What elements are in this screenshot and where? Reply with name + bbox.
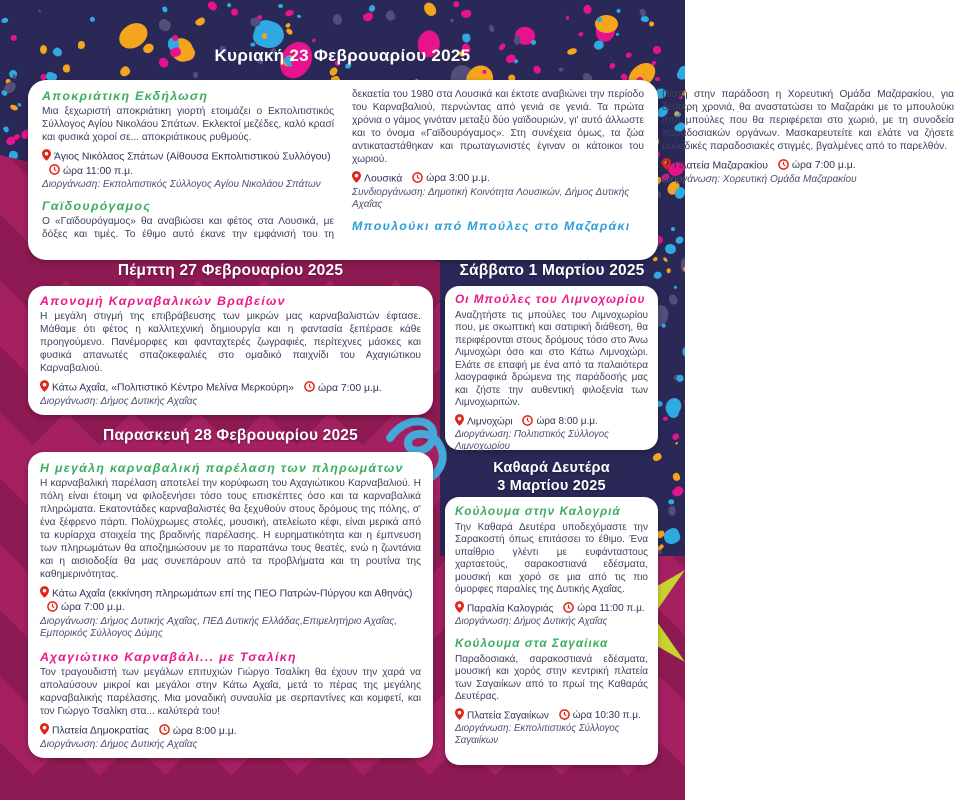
confetti-dot xyxy=(451,0,460,9)
pin-icon xyxy=(352,171,361,183)
confetti-dot xyxy=(157,18,173,34)
pin-icon xyxy=(42,149,51,161)
clock-icon xyxy=(563,602,574,613)
event-aponomi-vraveion xyxy=(40,294,421,409)
location-line xyxy=(40,380,421,395)
location-text: Πλατεία Δημοκρατίας xyxy=(52,725,149,737)
confetti-dot xyxy=(362,11,375,23)
time-text: ώρα 10:30 π.μ. xyxy=(572,710,641,722)
organizer-text: Διοργάνωση: Χορευτική Ομάδα Μαζαρακίου xyxy=(662,173,857,185)
location-line xyxy=(40,723,421,738)
time-wrap xyxy=(563,603,644,614)
confetti-dot xyxy=(227,2,232,7)
pin-icon xyxy=(455,601,464,613)
event-apokriatiki-ekdilosi xyxy=(42,89,334,192)
time-wrap xyxy=(412,173,490,184)
confetti-dot xyxy=(676,374,684,383)
time-text: ώρα 11:00 π.μ. xyxy=(577,603,645,615)
organizer-text: Διοργάνωση: Δήμος Δυτικής Αχαΐας xyxy=(40,396,198,408)
event-card-sunday xyxy=(28,80,954,260)
event-title: Μπουλούκι από Μπούλες στο Μαζαράκι xyxy=(352,218,631,233)
confetti-dot xyxy=(461,9,473,19)
event-description: Ο «Γαϊδουρόγαμος» θα αναβιώσει και φέτος στα Λουσικά, με δόξες και τιμές. Το έθιμο αυτό έκανε την εμφάνισή του τη δεκαετία του 1980 στα Λουσικά και έκτοτε αναβιώνει την περίοδο του Καρναβαλιού, περνώντας από γενιά σε γενιά. Τα πρώτα χρόνια ο γάμος γινόταν μεταξύ δύο γαϊδουριών, γι' αυτό άλλωστε και το όνομα «Γαϊδουρόγαμος». Στη συνέχεια όμως, τα ζώα αντικαταστάθηκαν και πρωταγωνιστές έγιναν οι κάτοικοι του χωριού. xyxy=(42,89,644,240)
location-line xyxy=(352,171,644,186)
confetti-dot xyxy=(671,488,682,497)
confetti-dot xyxy=(311,38,316,43)
pin-icon xyxy=(455,414,464,426)
confetti-dot xyxy=(675,64,690,81)
confetti-dot xyxy=(487,25,495,34)
event-title: Κούλουμα στα Σαγαίικα xyxy=(455,636,609,651)
confetti-dot xyxy=(385,9,397,22)
location-text: Πλατεία Σαγαιίκων xyxy=(467,710,549,722)
confetti-dot xyxy=(2,126,10,134)
event-title: Αχαγιώτικο Καρναβάλι... με Τσαλίκη xyxy=(40,649,297,664)
time-wrap xyxy=(47,602,125,613)
confetti-dot xyxy=(662,526,682,546)
time-text: ώρα 7:00 μ.μ. xyxy=(317,382,382,394)
confetti-dot xyxy=(615,33,619,37)
clock-icon xyxy=(304,381,315,392)
confetti-dot xyxy=(450,18,454,23)
confetti-dot xyxy=(668,406,679,417)
event-card-friday xyxy=(28,452,433,758)
event-title: Γαϊδουρόγαμος xyxy=(42,198,152,213)
confetti-dot xyxy=(9,150,19,160)
confetti-dot xyxy=(285,8,295,17)
confetti-dot xyxy=(583,4,593,15)
event-description: Μια ξεχωριστή αποκριάτικη γιορτή ετοιμάζει ο Εκπολιτιστικός Σύλλογος Αγίου Νικολάου Σπάτων. Εκλεκτοί μεζέδες, καλό κρασί και φυσικά χοροί σε... αποκριάτικους ρυθμούς. xyxy=(42,106,334,144)
confetti-dot xyxy=(1,17,9,24)
organizer-text: Διοργάνωση: Δήμος Δυτικής Αχαΐας xyxy=(40,739,198,751)
confetti-dot xyxy=(15,134,20,140)
confetti-dot xyxy=(205,0,218,13)
date-header-friday: Παρασκευή 28 Φεβρουαρίου 2025 xyxy=(103,427,358,444)
location-line xyxy=(40,586,421,615)
event-megali-parelasi xyxy=(40,461,421,641)
time-text: ώρα 8:00 μ.μ. xyxy=(172,725,237,737)
time-text: ώρα 3:00 μ.μ. xyxy=(426,173,490,185)
confetti-dot xyxy=(10,34,18,42)
confetti-dot xyxy=(286,27,294,35)
confetti-dot xyxy=(654,77,659,82)
confetti-dot xyxy=(578,31,584,37)
pin-icon xyxy=(40,723,49,735)
pin-icon xyxy=(40,586,49,598)
confetti-dot xyxy=(37,10,41,14)
event-description: Τον τραγουδιστή των μεγάλων επιτυχιών Γιώργο Τσαλίκη θα έχουν την χαρά να απολαύσουν μικροί και μεγάλοι στην Κάτω Αχαΐα, μετά το πέρας της μεγάλης καρναβαλικής παρέλασης. Μια μοναδική συναυλία με σερπαντίνες και κομφετί, και τον Γιώργο Τσαλίκη στα... καλύτερά του! xyxy=(40,667,421,718)
event-title: Η μεγάλη καρναβαλική παρέλαση των πληρωμάτων xyxy=(40,461,404,475)
event-description: Την Καθαρά Δευτέρα υποδεχόμαστε την Σαρακοστή όπως επιτάσσει το έθιμο. Ένα υπαίθριο γλέντι με ευφάνταστους χαρταετούς, σαρακοστιανά εδέσματα, μουσική και χορό σε μια από τις πιο όμορφες παραλίες της Δυτικής Αχαΐας. xyxy=(455,521,648,596)
organizer-text: Συνδιοργάνωση: Δημοτική Κοινότητα Λουσικών, Δήμος Δυτικής Αχαΐας xyxy=(352,186,630,211)
location-text: Λουσικά xyxy=(364,173,403,185)
confetti-dot xyxy=(161,6,168,14)
confetti-dot xyxy=(664,243,676,254)
location-text: Κάτω Αχαΐα (εκκίνηση πληρωμάτων επί της ΠΕΟ Πατρών-Πύργου και Αθηνάς) xyxy=(52,588,413,600)
confetti-dot xyxy=(684,398,693,406)
confetti-dot xyxy=(531,65,541,75)
location-line xyxy=(42,149,334,178)
clock-icon xyxy=(522,415,533,426)
location-text: Άγιος Νικόλαος Σπάτων (Αίθουσα Εκπολιτιστικού Συλλόγου) xyxy=(54,151,331,163)
confetti-dot xyxy=(89,16,96,23)
clean-monday-line1: Καθαρά Δευτέρα xyxy=(493,460,610,476)
location-line xyxy=(455,414,648,429)
confetti-dot xyxy=(297,14,302,18)
event-title: Απονομή Καρναβαλικών Βραβείων xyxy=(40,294,286,308)
clock-icon xyxy=(49,164,60,175)
clock-icon xyxy=(778,159,789,170)
location-text: Κάτω Αχαΐα, «Πολιτιστικό Κέντρο Μελίνα Μερκούρη» xyxy=(52,382,295,394)
event-description: Η μεγάλη στιγμή της επιβράβευσης των μικρών μας καρναβαλιστών έφτασε. Μάθαμε ότι φέτος η καλλιτεχνική δημιουργία και η φαντασία ξεπέρασε κάθε προηγούμενο. Πανέμορφες και φανταχτερές ζωγραφιές, περίτεχνες μάσκες και φυσικά απανωτές σπαζοκεφαλιές στο ομαδικό παιχνίδι του Αχαγιώτικου Καρναβαλιού. xyxy=(40,311,421,375)
time-text: ώρα 7:00 μ.μ. xyxy=(791,160,856,172)
event-title: Κούλουμα στην Καλογριά xyxy=(455,504,621,518)
time-wrap xyxy=(778,160,856,171)
confetti-dot xyxy=(230,7,239,16)
date-header-thursday: Πέμπτη 27 Φεβρουαρίου 2025 xyxy=(117,262,344,279)
location-text: Λιμνοχώρι xyxy=(467,416,513,428)
event-description: Αναζητήστε τις μπούλες του Λιμνοχωρίου που, με σκωπτική και σατιρική διάθεση, θα περιφέρονται στους δρόμους τόσο στο Άνω Λιμνοχώρι όσο και στο Κάτω Λιμνοχώρι. Ελάτε σε επαφή με ένα από τα παλαιότερα λαογραφικά δρώμενα της παράδοσής μας και ζήστε την αυθεντική φιλοξενία των Λιμνοχωριτών. xyxy=(455,309,648,409)
location-text: Παραλία Καλογριάς xyxy=(467,603,554,615)
event-description: Πιστή στην παράδοση η Χορευτική Ομάδα Μαζαρακίου, για δεύτερη χρονιά, θα αναστατώσει το Μαζαράκι με το μπουλούκι από μπούλες που θα περιφέρεται στο χωριό, με τη συνοδεία παραδοσιακών οργάνων. Μασκαρευτείτε και ελάτε να ζήσετε μοναδικές παραδοσιακές στιγμές, βγαλμένες από το παρελθόν. xyxy=(662,89,954,152)
event-kouloum-sagaiika xyxy=(455,637,648,747)
confetti-dot xyxy=(668,506,676,516)
pin-icon xyxy=(455,708,464,720)
confetti-dot xyxy=(663,417,668,422)
confetti-dot xyxy=(681,345,696,360)
time-wrap xyxy=(559,710,641,721)
clock-icon xyxy=(559,709,570,720)
event-title: Αποκριάτικη Εκδήλωση xyxy=(42,89,209,103)
event-description: Η καρναβαλική παρέλαση αποτελεί την κορύφωση του Αχαγιώτικου Καρναβαλιού. Η πόλη είναι έτοιμη να φιλοξενήσει τόσο τους επισκέπτες όσο και τα καρναβαλικά πληρώματα. Εκατοντάδες καρναβαλιστές θα ξεχυθούν στους δρόμους της πόλης, σ' ένα ξέφρενο πάρτι. Πολύχρωμες στολές, μουσική, ατελείωτο κέφι, είναι μερικά από τα κυρίαρχα στοιχεία της βραδινής παρέλασης. Η ευρηματικότητα και η έμπνευση των πληρωμάτων θα αποζημιώσουν με το παραπάνω τους θεατές, ενώ η ζωντάνια και η αισιοδοξία θα μας συνεπάρουν από τα προβλήματα και τη ρουτίνα της καθημερινότητας. xyxy=(40,478,421,580)
location-line xyxy=(455,601,648,616)
confetti-dot xyxy=(668,499,674,504)
confetti-dot xyxy=(671,432,680,441)
event-description: Παραδοσιακά, σαρακοστιανά εδέσματα, μουσική και χορός στην κεντρική πλατεία των Σαγαιίκων από το πρωί της Καθαράς Δευτέρας. xyxy=(455,653,648,703)
sunday-card-columns xyxy=(42,89,954,251)
organizer-text: Διοργάνωση: Εκπολιτιστικός Σύλλογος Αγίου Νικολάου Σπάτων xyxy=(42,179,321,191)
confetti-dot xyxy=(0,90,7,97)
time-wrap xyxy=(522,416,597,427)
confetti-dot xyxy=(12,74,17,79)
time-wrap xyxy=(304,383,382,394)
time-text: ώρα 8:00 μ.μ. xyxy=(536,416,598,428)
confetti-dot xyxy=(667,294,679,306)
confetti-dot xyxy=(674,285,678,289)
confetti-dot xyxy=(193,72,198,78)
time-wrap xyxy=(159,726,237,737)
pin-icon xyxy=(662,158,671,170)
event-title: Οι Μπούλες του Λιμνοχωρίου xyxy=(455,292,646,306)
date-header-clean-monday xyxy=(445,459,658,495)
confetti-dot xyxy=(617,8,622,13)
event-card-thursday xyxy=(28,286,433,415)
clean-monday-line2: 3 Μαρτίου 2025 xyxy=(497,478,606,495)
clock-icon xyxy=(159,724,170,735)
location-text: Πλατεία Μαζαρακίου xyxy=(674,160,768,172)
clock-icon xyxy=(412,172,423,183)
event-card-saturday xyxy=(445,286,658,453)
event-mpoules-limnochoriou xyxy=(455,293,648,453)
location-line xyxy=(455,708,648,723)
confetti-dot xyxy=(462,33,471,43)
confetti-dot xyxy=(674,235,685,245)
clock-icon xyxy=(47,601,58,612)
confetti-dot xyxy=(661,324,666,329)
organizer-text: Διοργάνωση: Εκπολιτιστικός Σύλλογος Σαγαιίκων xyxy=(455,723,620,747)
confetti-dot xyxy=(675,442,679,446)
location-line xyxy=(662,158,954,173)
organizer-text: Διοργάνωση: Δήμος Δυτικής Αχαΐας xyxy=(455,616,608,628)
event-card-clean-monday xyxy=(445,497,658,765)
confetti-dot xyxy=(250,18,261,27)
confetti-dot xyxy=(195,17,207,28)
confetti-dot xyxy=(671,472,681,482)
organizer-text: Διοργάνωση: Δήμος Δυτικής Αχαΐας, ΠΕΔ Δυτικής Ελλάδας,Επιμελητήριο Αχαΐας, Εμπορικός Σύλλογος Δύμης xyxy=(40,615,398,640)
date-header-sunday: Κυριακή 23 Φεβρουαρίου 2025 xyxy=(214,46,471,65)
confetti-dot xyxy=(421,0,438,18)
confetti-dot xyxy=(649,21,655,28)
confetti-dot xyxy=(17,102,22,107)
event-karnavali-tsaliki xyxy=(40,650,421,752)
time-text: ώρα 7:00 μ.μ. xyxy=(61,602,125,614)
time-text: ώρα 11:00 π.μ. xyxy=(63,165,133,177)
confetti-dot xyxy=(333,14,342,25)
confetti-dot xyxy=(278,4,283,9)
confetti-dot xyxy=(119,65,132,78)
time-wrap xyxy=(49,166,133,177)
confetti-dot xyxy=(670,227,674,232)
event-kouloum-kalogria xyxy=(455,505,648,628)
confetti-dot xyxy=(566,16,569,20)
pin-icon xyxy=(40,380,49,392)
confetti-dot xyxy=(558,67,563,71)
date-header-saturday: Σάββατο 1 Μαρτίου 2025 xyxy=(459,262,645,279)
organizer-text: Διοργάνωση: Πολιτιστικός Σύλλογος Λιμνοχωρίου xyxy=(455,429,609,453)
